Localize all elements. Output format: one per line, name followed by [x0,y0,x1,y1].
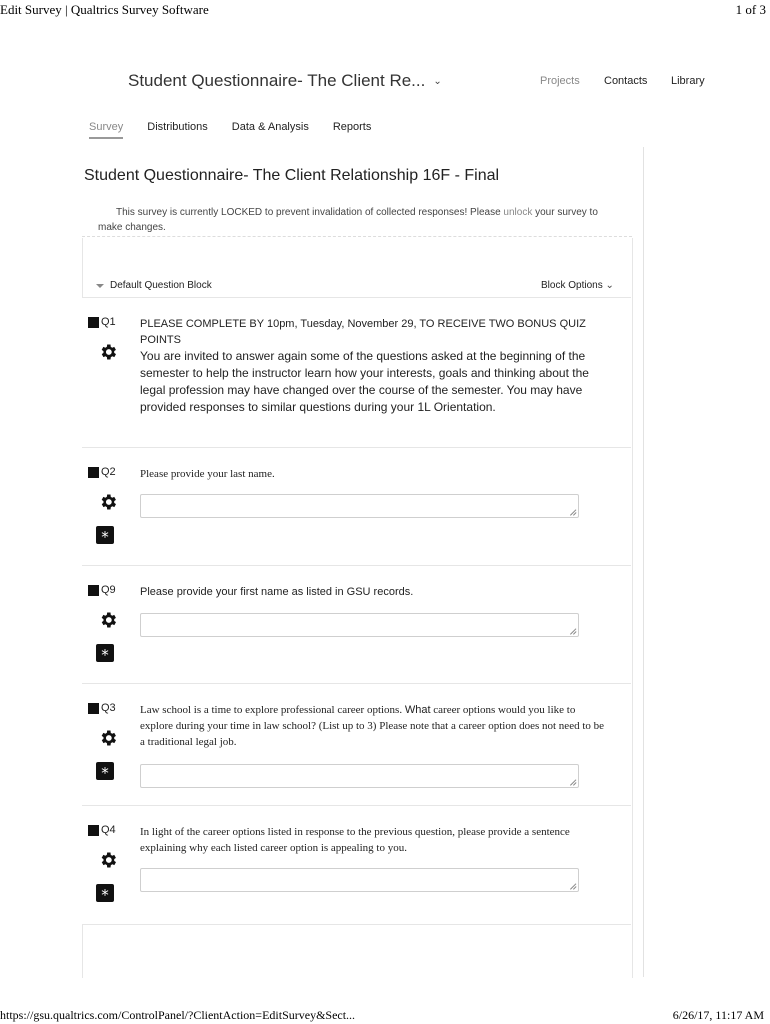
answer-textbox[interactable] [140,868,579,892]
answer-textbox[interactable] [140,764,579,788]
checkbox-icon[interactable] [88,467,99,478]
question-text [140,316,610,416]
question-number: Q1 [101,316,116,328]
print-page-number: 1 of 3 [735,2,766,17]
answer-textbox[interactable] [140,613,579,637]
question-text-heading: PLEASE COMPLETE BY 10pm, Tuesday, November 29, TO RECEIVE TWO BONUS QUIZ POINTS [140,318,586,346]
nav-library[interactable]: Library [671,75,705,87]
question-q3[interactable] [82,683,631,807]
print-footer-datetime: 6/26/17, 11:17 AM [672,1008,764,1022]
question-id [88,316,116,328]
lock-message-text-end: your survey to make changes. [98,207,598,233]
block-name: Default Question Block [110,280,212,291]
survey-tabs [89,121,371,139]
unlock-link[interactable]: unlock [503,207,533,218]
question-number: Q9 [101,584,116,596]
resize-handle-icon[interactable] [570,779,576,785]
resize-handle-icon[interactable] [570,628,576,634]
question-text-emphasis: What [404,704,431,716]
chevron-down-icon: ⌄ [605,280,614,291]
chevron-down-icon: ⌄ [433,75,442,87]
gear-icon[interactable] [98,728,118,748]
question-text: Please provide your last name. [140,468,275,480]
checkbox-icon[interactable] [88,317,99,328]
question-q1[interactable] [82,297,631,449]
resize-handle-icon[interactable] [570,509,576,515]
question-text [140,702,610,750]
resize-handle-icon[interactable] [570,883,576,889]
block-header[interactable] [96,280,212,291]
survey-title: Student Questionnaire- The Client Relationship 16F - Final [84,167,500,184]
question-text: Please provide your first name as listed in GSU records. [140,586,414,598]
question-text: In light of the career options listed in response to the previous question, please provide a sentence explaining why each listed career option is appealing to you. [140,826,570,854]
nav-contacts[interactable]: Contacts [604,75,648,87]
question-number: Q4 [101,824,116,836]
question-text-part: career options would you like to explore during your time in law school? (List up to 3) Please note that a career option does not need to be a traditional legal job. [140,704,605,748]
survey-selector-label: Student Questionnaire- The Client Re... [128,71,426,90]
checkbox-icon[interactable] [88,585,99,596]
print-footer-url: https://gsu.qualtrics.com/ControlPanel/?ClientAction=EditSurvey&Sect... [0,1008,356,1022]
lock-message-text: This survey is currently LOCKED to prevent invalidation of collected responses! Please [116,207,504,218]
answer-textbox[interactable] [140,494,579,518]
block-options-button[interactable] [541,280,614,291]
asterisk-icon[interactable]: * [96,644,114,662]
question-number: Q3 [101,702,116,714]
print-header-title: Edit Survey | Qualtrics Survey Software [0,2,209,17]
gear-icon[interactable] [98,492,118,512]
asterisk-icon[interactable]: * [96,762,114,780]
question-q9[interactable] [82,565,631,685]
tab-survey[interactable]: Survey [89,121,123,139]
question-q2[interactable] [82,447,631,567]
gear-icon[interactable] [98,850,118,870]
block-options-label: Block Options [541,280,603,291]
question-q4[interactable] [82,805,631,925]
question-number: Q2 [101,466,116,478]
question-text-body: You are invited to answer again some of the questions asked at the beginning of the semester to help the instructor learn how your interests, goals and thinking about the legal profession may have changed over the course of the semester. You may have provided responses to similar questions during your 1L Orientation. [140,349,589,414]
survey-selector[interactable] [128,71,442,91]
asterisk-icon[interactable]: * [96,884,114,902]
divider [82,236,632,237]
content-divider [643,147,644,977]
question-text-part: Law school is a time to explore professional career options. [140,704,405,716]
tab-data-analysis[interactable]: Data & Analysis [231,121,309,133]
checkbox-icon[interactable] [88,703,99,714]
gear-icon[interactable] [98,342,118,362]
question-id [88,584,116,596]
question-id [88,466,116,478]
checkbox-icon[interactable] [88,825,99,836]
collapse-caret-icon[interactable] [96,284,104,288]
tab-reports[interactable]: Reports [332,121,372,133]
question-id [88,702,116,714]
tab-distributions[interactable]: Distributions [147,121,208,133]
asterisk-icon[interactable]: * [96,526,114,544]
lock-message [98,205,608,235]
question-id [88,824,116,836]
gear-icon[interactable] [98,610,118,630]
nav-projects[interactable]: Projects [540,75,580,87]
